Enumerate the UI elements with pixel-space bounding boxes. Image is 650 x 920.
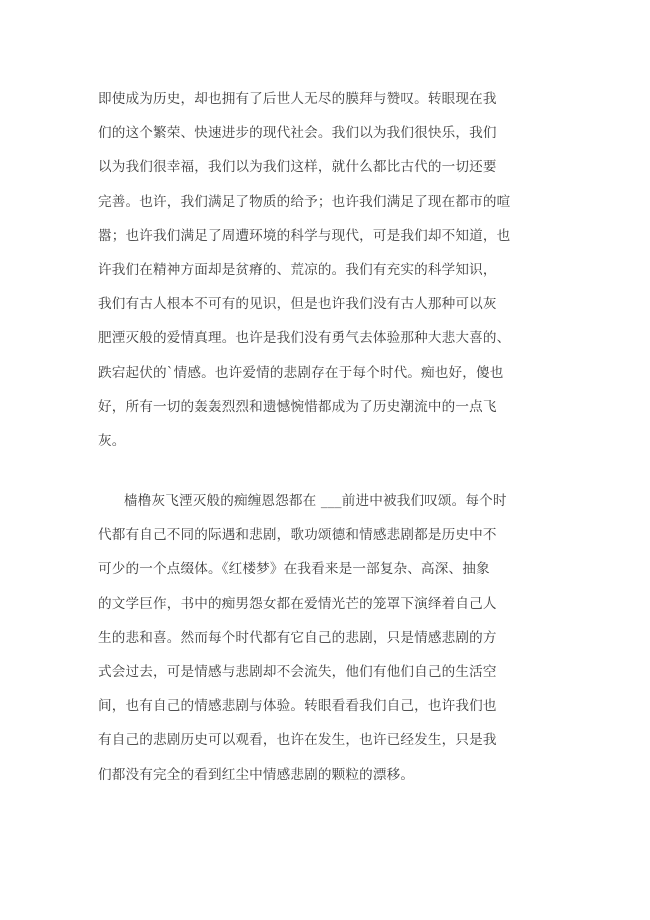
text-line: 跌宕起伏的`情感。也许爱情的悲剧存在于每个时代。痴也好，傻也 bbox=[98, 364, 504, 381]
text-line: 们都没有完全的看到红尘中情感悲剧的颗粒的漂移。 bbox=[98, 766, 415, 783]
text-line: 间，也有自己的情感悲剧与体验。转眼看看我们自己，也许我们也 bbox=[98, 698, 497, 715]
paragraph-2 bbox=[98, 484, 550, 792]
text-line: 许我们在精神方面却是贫瘠的、荒凉的。我们有充实的科学知识， bbox=[98, 261, 497, 278]
text-line: 的文学巨作，书中的痴男怨女都在爱情光芒的笼罩下演绎着自己人 bbox=[98, 595, 497, 612]
text-line: 生的悲和喜。然而每个时代都有它自己的悲剧，只是情感悲剧的方 bbox=[98, 629, 497, 646]
paragraph-1 bbox=[98, 82, 550, 458]
text-line: 有自己的悲剧历史可以观看，也许在发生，也许已经发生，只是我 bbox=[98, 732, 497, 749]
text-line: 好，所有一切的轰轰烈烈和遗憾惋惜都成为了历史潮流中的一点飞 bbox=[98, 398, 497, 415]
text-line: 们的这个繁荣、快速进步的现代社会。我们以为我们很快乐，我们 bbox=[98, 125, 497, 142]
text-line: 灰。 bbox=[98, 432, 126, 449]
text-line: 肥湮灭般的爱情真理。也许是我们没有勇气去体验那种大悲大喜的、 bbox=[98, 330, 511, 347]
text-line: 我们有古人根本不可有的见识，但是也许我们没有古人那种可以灰 bbox=[98, 296, 497, 313]
text-line: 以为我们很幸福，我们以为我们这样，就什么都比古代的一切还要 bbox=[98, 159, 497, 176]
text-line: 代都有自己不同的际遇和悲剧，歌功颂德和情感悲剧都是历史中不 bbox=[98, 527, 497, 544]
text-line: 樯橹灰飞湮灭般的痴缠恩怨都在 ___前进中被我们叹颂。每个时 bbox=[124, 493, 507, 509]
text-line: 可少的一个点缀体。《红楼梦》在我看来是一部复杂、高深、抽象 bbox=[98, 561, 490, 578]
text-line: 即使成为历史，却也拥有了后世人无尽的膜拜与赞叹。转眼现在我 bbox=[98, 91, 497, 107]
text-line: 式会过去，可是情感与悲剧却不会流失，他们有他们自己的生活空 bbox=[98, 663, 497, 680]
text-line: 完善。也许，我们满足了物质的给予；也许我们满足了现在都市的喧 bbox=[98, 193, 511, 210]
text-line: 嚣；也许我们满足了周遭环境的科学与现代，可是我们却不知道，也 bbox=[98, 227, 511, 244]
